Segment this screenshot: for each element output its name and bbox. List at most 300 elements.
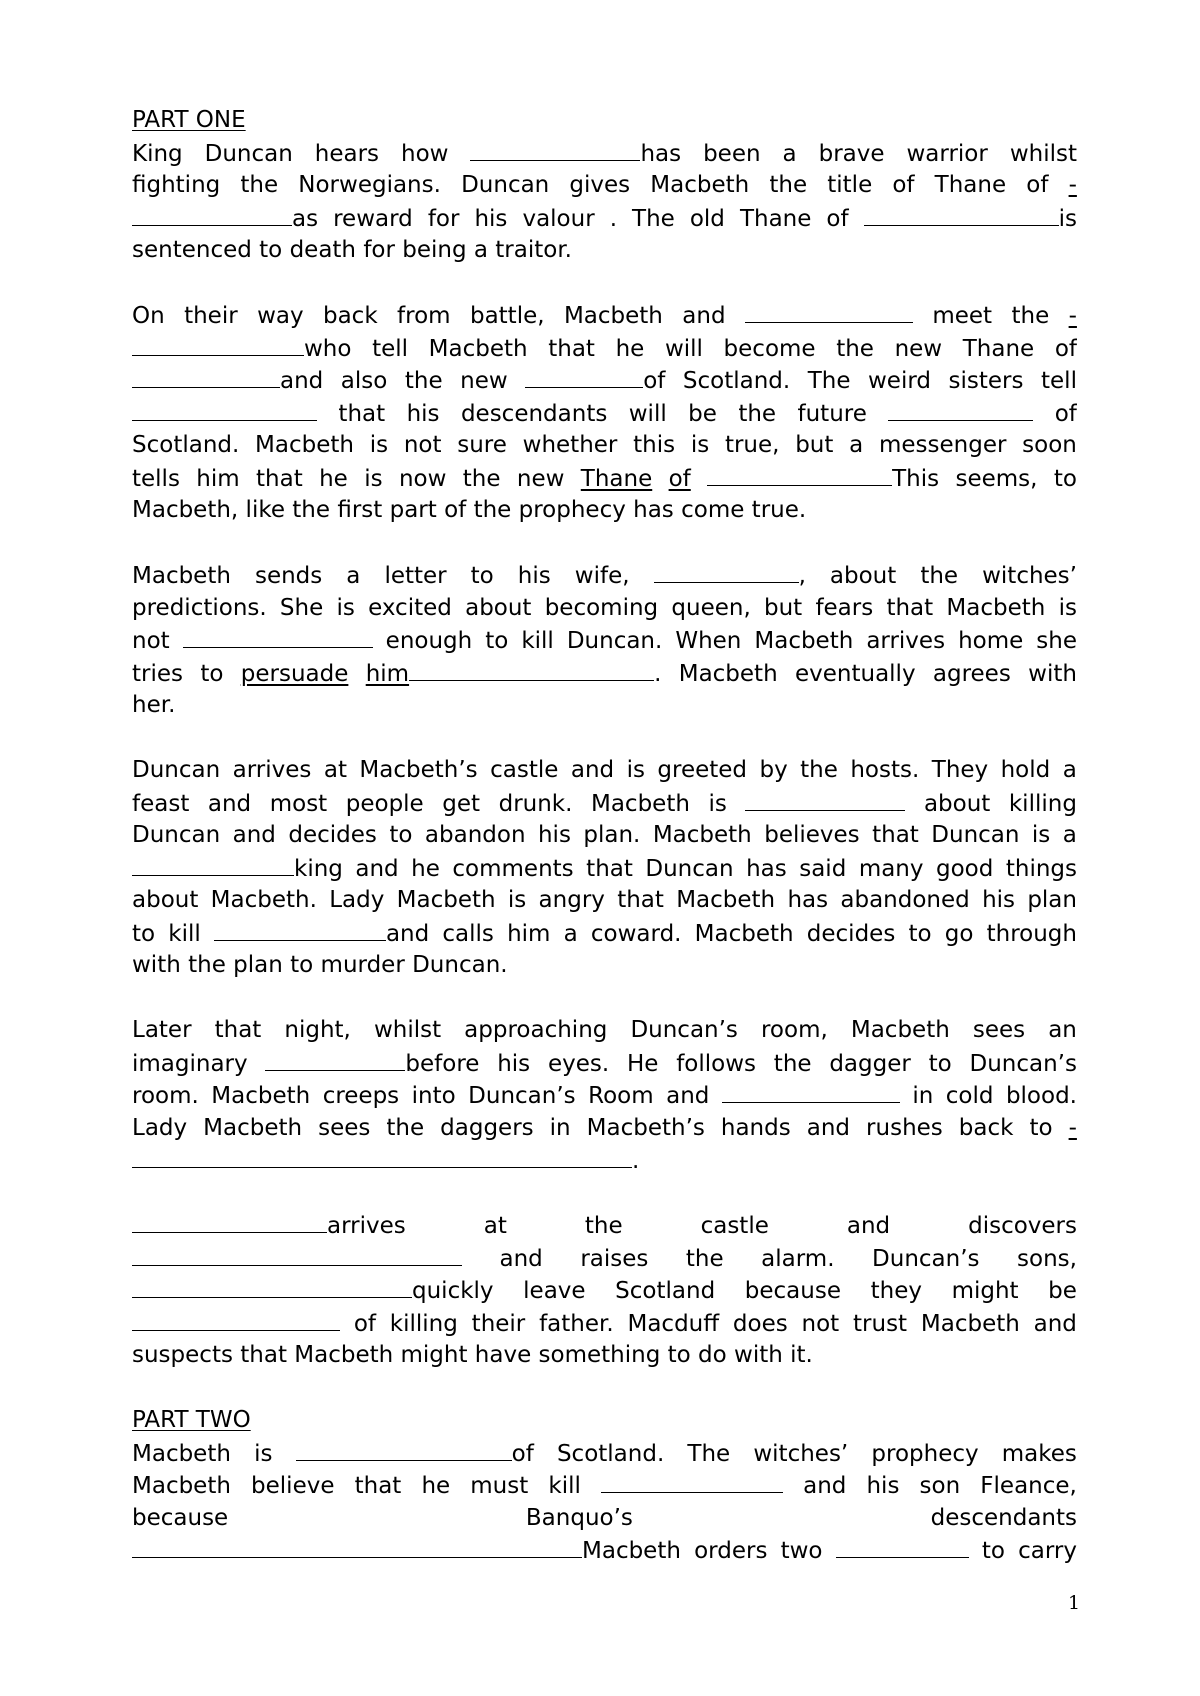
paragraph (132, 299, 1077, 527)
word: the (738, 400, 777, 427)
text-line (132, 884, 1077, 917)
word: is (1058, 594, 1077, 621)
word: that (338, 400, 386, 427)
word: future (797, 400, 867, 427)
word: Later (132, 1017, 192, 1043)
answer-blank (296, 1437, 512, 1461)
word: how (401, 140, 449, 167)
word: Macbeth (946, 594, 1046, 621)
word: is (336, 594, 355, 621)
word: Duncan’s (630, 1017, 738, 1043)
word: as (132, 202, 318, 235)
word: of (1026, 172, 1049, 198)
word: Macbeth (255, 432, 354, 458)
word: become (723, 335, 816, 362)
word: On (132, 303, 165, 329)
word: tell (372, 335, 409, 362)
word: creeps (322, 1083, 400, 1109)
word: They (931, 757, 989, 783)
word: of (353, 1310, 376, 1337)
word: Thane (934, 172, 1007, 198)
word: at (323, 757, 347, 783)
word: his (982, 887, 1016, 913)
word: has (746, 855, 787, 882)
word: letter (384, 563, 447, 589)
text-line (132, 1144, 1077, 1177)
word: Duncan’s (872, 1245, 980, 1272)
word: she (1036, 628, 1077, 654)
word: they (870, 1278, 922, 1304)
word: hands (720, 1114, 791, 1141)
page-number: 1 (1068, 1592, 1081, 1614)
word: Macbeth (850, 1017, 950, 1043)
word: eyes. (547, 1050, 610, 1077)
answer-blank (132, 1144, 632, 1168)
word: carry (1018, 1538, 1077, 1564)
word: the (462, 465, 501, 492)
answer-blank (470, 137, 640, 161)
answer-blank (132, 1534, 582, 1558)
word: suspects that Macbeth might have something to do with it. (132, 1342, 813, 1368)
word: his (497, 1050, 531, 1077)
word: to (981, 1538, 1005, 1564)
word: abandoned (840, 887, 970, 913)
word: sees (972, 1017, 1026, 1043)
word: and (666, 1083, 710, 1109)
word: and (1033, 1310, 1077, 1337)
paragraph (132, 1014, 1077, 1177)
word: two (780, 1538, 823, 1564)
word: descendants (930, 1504, 1077, 1531)
word: to (928, 1050, 952, 1077)
word: witches’ (753, 1440, 849, 1467)
part-one-heading: PART ONE (132, 107, 246, 133)
word: This (707, 462, 939, 495)
answer-blank (525, 364, 643, 388)
word: has (787, 887, 829, 913)
word: approaching (464, 1017, 608, 1043)
text-line (132, 1437, 1077, 1470)
word: of (1054, 335, 1077, 362)
word: Macbeth’s (586, 1114, 705, 1141)
word (183, 624, 373, 657)
word: reward (333, 205, 413, 232)
word: not (801, 1310, 840, 1337)
word: new (516, 465, 565, 492)
answer-blank (836, 1534, 969, 1558)
text-line (132, 1014, 1077, 1047)
word: that (354, 1473, 402, 1499)
word: things (1005, 855, 1077, 882)
word: the (920, 563, 959, 589)
word: that (886, 594, 934, 621)
paragraph (132, 137, 1077, 267)
word: and (207, 790, 252, 817)
text-line (132, 299, 1077, 332)
word: many (858, 855, 924, 882)
word (601, 1469, 783, 1502)
word: will (664, 335, 703, 362)
word: be (688, 400, 717, 427)
word: also (340, 368, 388, 394)
word: fears (815, 594, 874, 621)
word: back (958, 1114, 1014, 1141)
word: decides (288, 822, 377, 848)
word: becoming (544, 594, 659, 621)
word: Macbeth (694, 920, 794, 947)
word: She (279, 594, 324, 621)
word (132, 397, 317, 430)
word: back (322, 303, 378, 329)
word: and (499, 1245, 543, 1272)
word: hold (1000, 757, 1051, 783)
answer-blank (745, 299, 913, 323)
word: sure (457, 432, 507, 458)
word: whilst (373, 1017, 442, 1043)
word: whilst (1009, 140, 1077, 167)
word: enough (385, 628, 473, 654)
word: this (633, 432, 676, 458)
answer-blank (132, 1307, 340, 1331)
word: and (682, 303, 726, 329)
answer-blank (132, 397, 317, 421)
word: about (132, 887, 199, 913)
word: at (483, 1213, 507, 1239)
word: a (346, 563, 361, 589)
word: his (474, 205, 508, 232)
word: an (1048, 1017, 1077, 1043)
word: of (826, 205, 849, 232)
word: Duncan (204, 140, 293, 167)
word: battle, (469, 303, 545, 329)
word: agrees (932, 660, 1011, 687)
answer-blank (132, 1242, 462, 1266)
word: to (470, 563, 494, 589)
word: comments (452, 855, 574, 882)
word: people (345, 790, 424, 817)
word: and (355, 855, 399, 882)
word: new (460, 368, 508, 394)
text-line (132, 657, 1077, 690)
word: with (1028, 660, 1077, 687)
word: he (421, 1473, 451, 1499)
text-line (132, 1047, 1077, 1080)
word: discovers (968, 1213, 1077, 1239)
word: believe (251, 1473, 335, 1499)
word: in (912, 1083, 934, 1109)
word: in (549, 1114, 571, 1141)
word: Thane (580, 465, 653, 492)
text-line (132, 1079, 1077, 1112)
text-line (132, 1242, 1077, 1275)
word: because (744, 1278, 841, 1304)
word: a (1062, 822, 1077, 848)
word: might (951, 1278, 1019, 1304)
word: to (389, 822, 413, 848)
word: castle (490, 757, 559, 783)
text-line (132, 234, 1077, 267)
word: meet (932, 303, 993, 329)
word: prophecy (871, 1440, 979, 1467)
word: is (1031, 822, 1051, 848)
word: imaginary (132, 1050, 248, 1077)
word: witches’ (982, 563, 1077, 589)
word: and (803, 1473, 847, 1499)
word: arrives (132, 1209, 406, 1242)
word: arrives (866, 628, 946, 654)
word: Macbeth (678, 660, 778, 687)
part-two-section (132, 1437, 1077, 1567)
word: he (319, 465, 348, 492)
word: The (807, 368, 851, 394)
word: his (517, 563, 551, 589)
word: he (411, 855, 440, 882)
word: the (404, 368, 443, 394)
word: to (200, 660, 224, 687)
answer-blank (864, 202, 1059, 226)
word: Banquo’s (525, 1504, 633, 1531)
text-line (132, 137, 1077, 170)
word: Macbeth (920, 1310, 1020, 1337)
word: Macbeth (590, 790, 690, 817)
word: father. (539, 1310, 614, 1337)
word: He (626, 1050, 659, 1077)
word: Macbeth (652, 822, 752, 848)
word: room. (132, 1083, 199, 1109)
word (132, 1242, 462, 1275)
word: calls (442, 920, 494, 947)
word: quickly (132, 1274, 494, 1307)
word (745, 787, 905, 820)
word: the (386, 1114, 425, 1141)
text-line (132, 559, 1077, 592)
text-line (132, 689, 1077, 722)
word: to (1053, 465, 1077, 492)
word: that (617, 887, 664, 913)
word: now (398, 465, 447, 492)
word: drunk. (498, 790, 573, 817)
word: of (892, 172, 915, 198)
word: makes (1001, 1440, 1077, 1467)
word: good (936, 855, 994, 882)
word: of (1054, 400, 1077, 427)
answer-blank (132, 1274, 412, 1298)
word: Scotland. (682, 368, 791, 394)
text-line (132, 819, 1077, 852)
part-one-section (132, 137, 1077, 1372)
word: the (836, 335, 874, 362)
text-line (132, 332, 1077, 365)
word: Macbeth (132, 1440, 231, 1467)
answer-blank (265, 1047, 405, 1071)
word: and (846, 1213, 891, 1239)
word: trust (853, 1310, 908, 1337)
word: her. (132, 692, 176, 718)
word: through (986, 920, 1077, 947)
word: be (1048, 1278, 1077, 1304)
word: to (485, 628, 509, 654)
word: Duncan (931, 822, 1020, 848)
word: a (849, 432, 864, 458)
text-line (132, 1112, 1077, 1145)
word: Duncan (461, 172, 550, 198)
word (722, 1079, 900, 1112)
answer-blank (132, 202, 292, 226)
word: Macbeth (203, 1114, 303, 1141)
answer-blank (132, 852, 294, 876)
text-line (132, 852, 1077, 885)
word: about (923, 790, 991, 817)
word: their (471, 1310, 526, 1337)
word: of (525, 364, 665, 397)
word: hears (314, 140, 380, 167)
word: Macbeth (754, 628, 854, 654)
word: must (470, 1473, 529, 1499)
word: sends (254, 563, 323, 589)
text-line (132, 1274, 1077, 1307)
word: descendants (460, 400, 608, 427)
word: and (232, 822, 276, 848)
word: the (240, 172, 279, 198)
word: king (132, 852, 343, 885)
word: Scotland. (556, 1440, 665, 1467)
word: about (465, 594, 532, 621)
word: gives (569, 172, 631, 198)
word: Duncan (132, 757, 221, 783)
word: will (628, 400, 667, 427)
word: greeted (657, 757, 748, 783)
word: seems, (955, 465, 1038, 492)
word: does (732, 1310, 788, 1337)
word: Duncan (645, 855, 734, 882)
word: is (708, 790, 727, 817)
text-line (132, 949, 1077, 982)
word: room, (760, 1017, 828, 1043)
answer-blank (132, 332, 304, 356)
word: new (894, 335, 943, 362)
word: is (254, 1440, 273, 1467)
word: Macbeth (428, 335, 528, 362)
word: kill (548, 1473, 581, 1499)
text-line (132, 462, 1077, 495)
text-line (132, 1534, 1077, 1567)
word: Duncan’s (468, 1083, 576, 1109)
word: valour (522, 205, 595, 232)
word: the (685, 1245, 724, 1272)
text-line (132, 787, 1077, 820)
word: King (132, 140, 183, 167)
word: Macbeth, like the first part of the prophecy has come true. (132, 497, 807, 523)
word: is (690, 432, 710, 458)
word: most (269, 790, 328, 817)
text-line (132, 754, 1077, 787)
word: Thane (739, 205, 812, 232)
word: brave (818, 140, 885, 167)
word: is (507, 887, 527, 913)
word: Scotland. (132, 432, 240, 458)
word: cold (945, 1083, 994, 1109)
word: Duncan (132, 822, 221, 848)
word: killing (389, 1310, 458, 1337)
word (132, 1307, 340, 1340)
word: tries (132, 660, 183, 687)
word: soon (1022, 432, 1077, 458)
word: rushes (866, 1114, 943, 1141)
word: him (507, 920, 551, 947)
word: way (257, 303, 304, 329)
answer-blank (183, 624, 373, 648)
word: persuade (240, 660, 349, 687)
worksheet-body (132, 104, 1077, 1567)
text-line (132, 397, 1077, 430)
word: night, (284, 1017, 351, 1043)
word: true, (724, 432, 780, 458)
paragraph (132, 754, 1077, 982)
word: the (584, 1213, 623, 1239)
word: but (795, 432, 834, 458)
word: not (403, 432, 442, 458)
word: the (769, 172, 808, 198)
word: that (548, 335, 595, 362)
word: coward. (590, 920, 682, 947)
word: home (958, 628, 1024, 654)
word: a (1062, 757, 1077, 783)
text-line (132, 494, 1077, 527)
paragraph (132, 1209, 1077, 1372)
answer-blank (132, 364, 280, 388)
word: warrior (906, 140, 988, 167)
word: - (1068, 303, 1077, 329)
word: that (872, 822, 919, 848)
word: Room (588, 1083, 654, 1109)
word: Lady (132, 1114, 188, 1141)
word: Norwegians. (298, 172, 441, 198)
word: and (806, 1114, 851, 1141)
word: has (470, 137, 681, 170)
word: Scotland (615, 1278, 716, 1304)
word: and (214, 917, 429, 950)
word: excited (368, 594, 452, 621)
word: is (626, 757, 645, 783)
word: the (773, 1050, 812, 1077)
word: Macbeth (211, 1083, 311, 1109)
word: Macbeth’s (359, 757, 478, 783)
word: plan (1027, 887, 1077, 913)
word: his (866, 1473, 900, 1499)
word: go (944, 920, 974, 947)
word: weird (868, 368, 932, 394)
text-line (132, 1469, 1077, 1502)
word: the (1011, 303, 1050, 329)
word: The (687, 1440, 731, 1467)
word: before (265, 1047, 479, 1080)
word: fighting (132, 172, 221, 198)
word: Macbeth (132, 563, 231, 589)
word: Thane (962, 335, 1035, 362)
word: that (256, 465, 303, 492)
word: abandon (424, 822, 526, 848)
word: Macbeth (563, 303, 663, 329)
text-line (132, 1307, 1077, 1340)
text-line (132, 1209, 1077, 1242)
text-line (132, 169, 1077, 202)
text-line (132, 364, 1077, 397)
answer-blank (409, 657, 654, 681)
word: to (1029, 1114, 1053, 1141)
word: - (1068, 172, 1077, 198)
word: that (214, 1017, 262, 1043)
word: been (703, 140, 761, 167)
